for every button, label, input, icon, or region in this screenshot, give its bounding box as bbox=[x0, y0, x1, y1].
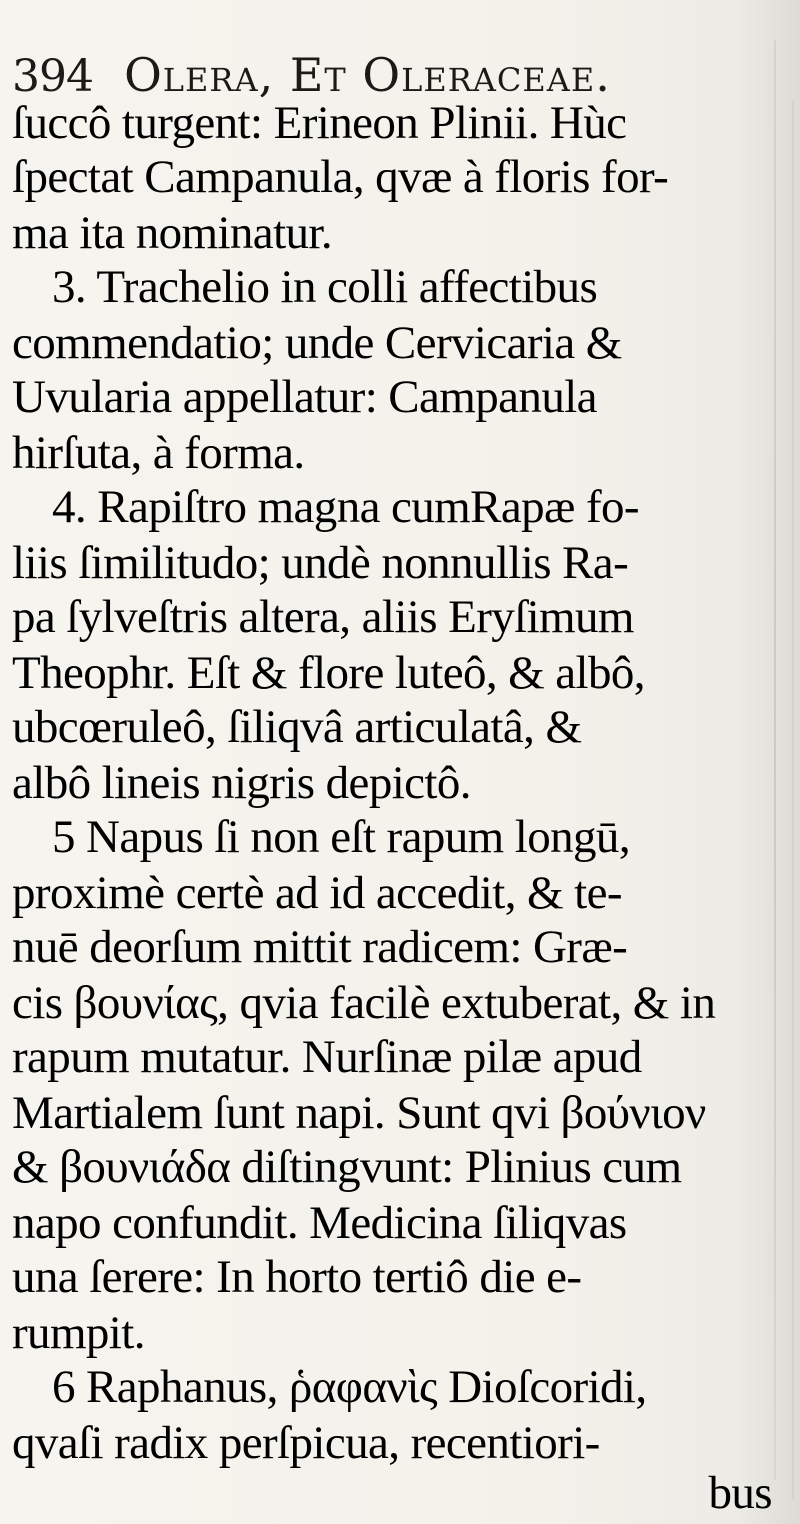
text-line: 3. Trachelio in colli affectibus bbox=[52, 261, 598, 313]
text-line: ſuccô turgent: Erineon Plinii. Hùc bbox=[12, 97, 627, 149]
text-line: ſpectat Campanula, qvæ à floris for- bbox=[12, 151, 669, 203]
text-line: hirſuta, à forma. bbox=[12, 427, 305, 479]
text-line: liis ſimilitudo; undè nonnullis Ra- bbox=[12, 537, 629, 589]
text-line: Theophr. Eſt & flore luteô, & albô, bbox=[12, 647, 645, 699]
text-line: 5 Napus ſi non eſt rapum longū, bbox=[52, 811, 630, 863]
text-line: ma ita nominatur. bbox=[12, 207, 333, 259]
page-number: 394 bbox=[12, 51, 93, 102]
text-line: ubcœruleô, ſiliqvâ articulatâ, & bbox=[12, 701, 582, 753]
page-header bbox=[12, 48, 611, 102]
text-line: commendatio; unde Cervicaria & bbox=[12, 317, 622, 369]
text-line: cis βουνίας, qvia facilè extuberat, & in bbox=[12, 977, 716, 1029]
text-line: nuē deorſum mittit radicem: Græ- bbox=[12, 921, 628, 973]
adjacent-page-edge bbox=[792, 100, 794, 1500]
text-line: & βουνιάδα diſtingvunt: Plinius cum bbox=[12, 1141, 682, 1193]
page-edge-shadow bbox=[774, 40, 776, 1480]
text-line: Martialem ſunt napi. Sunt qvi βούνιον bbox=[12, 1087, 706, 1139]
text-line: pa ſylveſtris altera, aliis Eryſimum bbox=[12, 591, 634, 643]
text-line: albô lineis nigris depictô. bbox=[12, 757, 471, 809]
text-line: 4. Rapiſtro magna cumRapæ fo- bbox=[52, 481, 639, 533]
text-line: Uvularia appellatur: Campanula bbox=[12, 371, 597, 423]
text-line: una ſerere: In horto tertiô die e- bbox=[12, 1251, 582, 1303]
running-head: Olera, Et Oleraceae. bbox=[124, 48, 611, 102]
text-line: 6 Raphanus, ῥαφανὶς Dioſcoridi, bbox=[52, 1361, 647, 1413]
catchword: bus bbox=[708, 1467, 772, 1519]
text-line: napo confundit. Medicina ſiliqvas bbox=[12, 1197, 627, 1249]
text-line: proximè certè ad id accedit, & te- bbox=[12, 867, 622, 919]
text-line: rumpit. bbox=[12, 1307, 145, 1359]
text-line: rapum mutatur. Nurſinæ pilæ apud bbox=[12, 1031, 642, 1083]
text-line: qvaſi radix perſpicua, recentiori- bbox=[12, 1417, 600, 1469]
